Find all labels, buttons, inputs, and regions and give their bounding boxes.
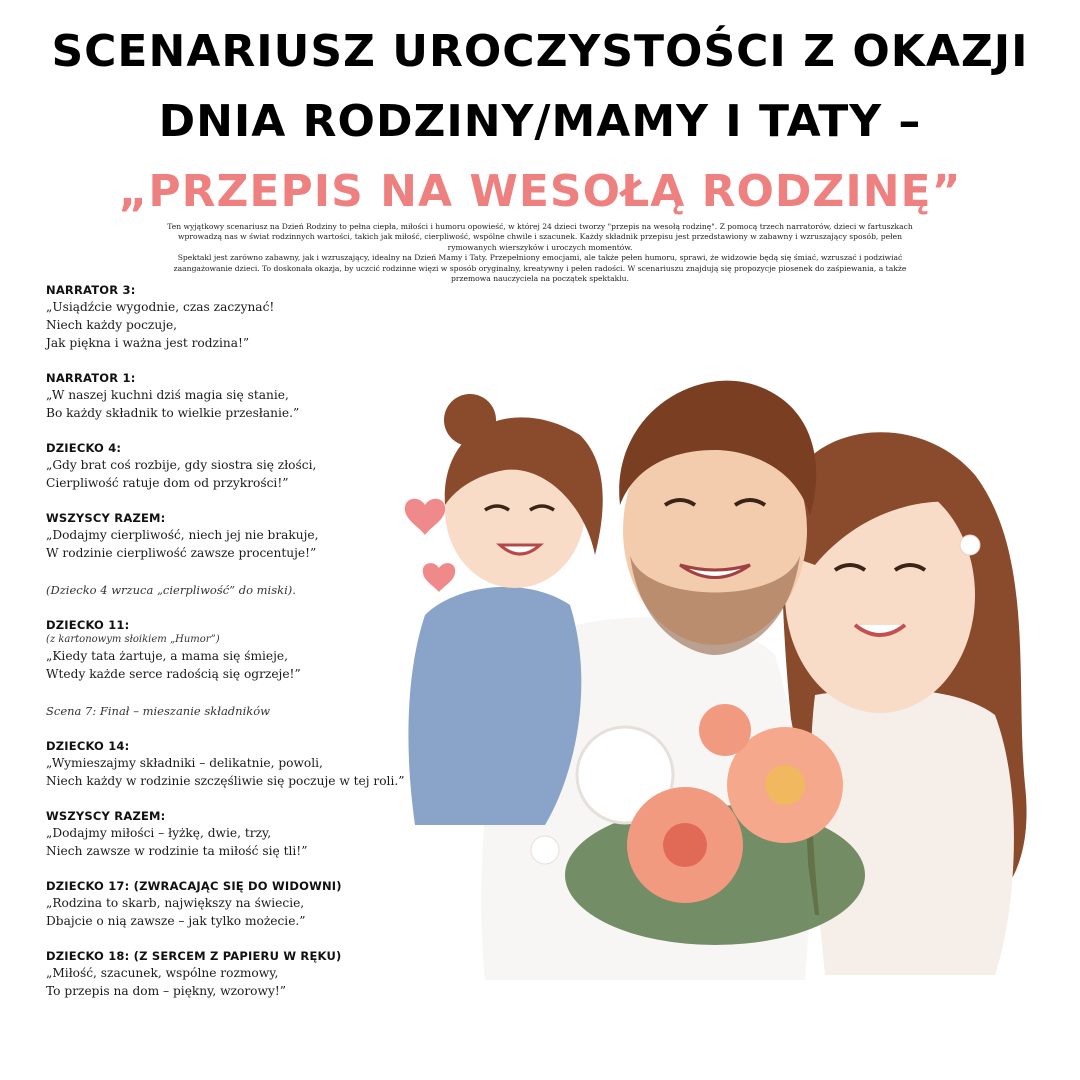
speaker-label: DZIECKO 14: [46,739,130,753]
heart-icon [405,499,445,535]
speaker-label: NARRATOR 3: [46,283,136,297]
title-line-1: SCENARIUSZ UROCZYSTOŚCI Z OKAZJI [51,26,1029,77]
verse-line: Niech każdy w rodzinie szczęśliwie się poczuje w tej roli.” [46,774,405,788]
verse-line: To przepis na dom – piękny, wzorowy!” [46,984,286,998]
speaker-label: DZIECKO 11: [46,618,130,632]
verse-line: „Dodajmy cierpliwość, niech jej nie brakuje, [46,528,319,542]
speaker-label: WSZYSCY RAZEM: [46,809,166,823]
verse-line: Jak piękna i ważna jest rodzina!” [46,336,250,350]
family-illustration [395,355,1045,980]
stage-direction: (z kartonowym słoikiem „Humor”) [46,634,220,645]
verse-line: Cierpliwość ratuje dom od przykrości!” [46,476,289,490]
verse-line: Dbajcie o nią zawsze – jak tylko możecie.” [46,914,306,928]
girl-hair-bun [444,394,496,446]
verse-line: Niech zawsze w rodzinie ta miłość się tli!” [46,844,308,858]
verse-line: „Usiądźcie wygodnie, czas zaczynać! [46,300,275,314]
verse-line: Wtedy każde serce radością się ogrzeje!” [46,667,301,681]
intro-description [160,222,920,284]
verse-line: „Kiedy tata żartuje, a mama się śmieje, [46,649,288,663]
title-line-3: „PRZEPIS NA WESOŁĄ RODZINĘ” [118,166,962,217]
speaker-label: DZIECKO 4: [46,441,122,455]
heart-icon [423,563,455,592]
speaker-label: DZIECKO 17: (ZWRACAJĄC SIĘ DO WIDOWNI) [46,879,342,893]
verse-line: „Miłość, szacunek, wspólne rozmowy, [46,966,279,980]
verse-line: Bo każdy składnik to wielkie przesłanie.” [46,406,300,420]
verse-line: „Dodajmy miłości – łyżkę, dwie, trzy, [46,826,272,840]
verse-line: „W naszej kuchni dziś magia się stanie, [46,388,289,402]
stage-direction: (Dziecko 4 wrzuca „cierpliwość” do miski). [46,583,296,597]
verse-line: Niech każdy poczuje, [46,318,178,332]
intro-paragraph-1: Ten wyjątkowy scenariusz na Dzień Rodziny to pełna ciepła, miłości i humoru opowieść, w której 24 dzieci tworzy "przepis na wesołą rodzinę". Z pomocą trzech narratorów, dzieci w fartuszkach wprowadzą nas w świat rodzinnych wartości, takich jak miłość, cierpliwość, wspólne chwile i szacunek. Każdy składnik przepisu jest przedstawiony w zabawny i wzruszający sposób, pełen rymowanych wierszyków i uroczych momentów. [167,222,913,252]
speaker-label: NARRATOR 1: [46,371,136,385]
girl-dress [408,587,581,825]
verse-line: W rodzinie cierpliwość zawsze procentuje!” [46,546,317,560]
intro-paragraph-2: Spektakl jest zarówno zabawny, jak i wzruszający, idealny na Dzień Mamy i Taty. Przepełniony emocjami, ale także pełen humoru, sprawi, że widzowie będą się śmiać, wzruszać i podziwiać zaangażowanie dzieci. To doskonała okazja, by uczcić rodzinne więzi w sposób oryginalny, kreatywny i pełen radości. W scenariuszu znajdują się propozycje piosenek do zaśpiewania, a także przemowa nauczyciela na początek spektaklu. [173,253,907,284]
verse-line: „Gdy brat coś rozbije, gdy siostra się złości, [46,458,317,472]
verse-line: „Wymieszajmy składniki – delikatnie, powoli, [46,756,323,770]
scene-heading: Scena 7: Finał – mieszanie składników [46,704,270,718]
verse-line: „Rodzina to skarb, największy na świecie, [46,896,305,910]
script-block [46,283,466,352]
speaker-label: WSZYSCY RAZEM: [46,511,166,525]
title-line-2: DNIA RODZINY/MAMY I TATY – [158,96,922,147]
speaker-label: DZIECKO 18: (Z SERCEM Z PAPIERU W RĘKU) [46,949,342,963]
woman-blouse [811,689,1014,975]
